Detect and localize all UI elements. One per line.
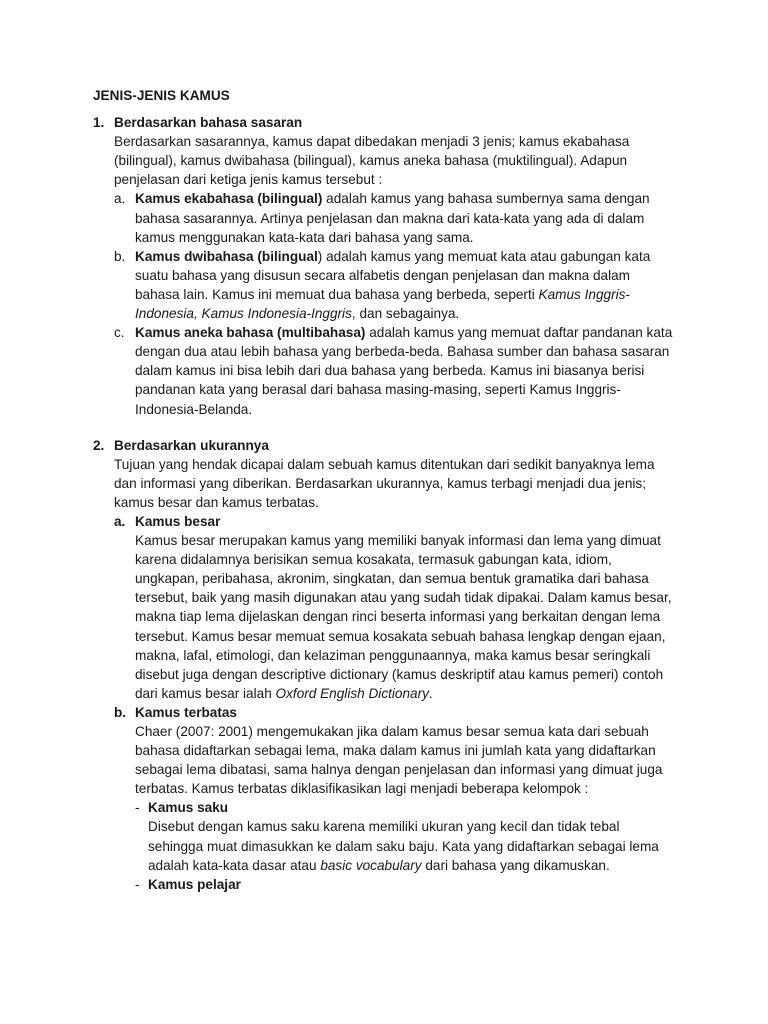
item-letter: a. (114, 191, 126, 207)
item-text: ) adalah kamus yang memuat kata atau gabungan kata suatu bahasa yang disusun secara alfabetis dengan penjelasan dan makna dalam bahasa lain. Kamus ini memuat dua bahasa yang berbeda, seperti (135, 248, 651, 302)
section-intro: Tujuan yang hendak dicapai dalam sebuah kamus ditentukan dari sedikit banyaknya lema dan informasi yang diberikan. Berdasarkan ukurannya, kamus terbagi menjadi dua jenis; kamus besar dan kamus terbatas. (114, 456, 655, 510)
item-text: Kamus besar merupakan kamus yang memiliki banyak informasi dan lema yang dimuat karena didalamnya berisikan semua kosakata, termasuk gabungan kata, idiom, ungkapan, peribahasa, akronim, singkatan, dan semua bentuk gramatika dari bahasa tersebut, baik yang masih digunakan atau yang sudah tidak dipakai. Dalam kamus besar, makna tiap lema dijelaskan dengan rinci beserta informasi yang berkaitan dengan lema tersebut. Kamus besar memuat semua kosakata sebuah bahasa lengkap dengan ejaan, makna, lafal, etimologi, dan kelaziman penggunaannya, maka kamus besar seringkali disebut juga dengan descriptive dictionary (kamus deskriptif atau kamus pemeri) contoh dari kamus besar ialah (135, 533, 672, 701)
sub-item-tail-text: dari bahasa yang dikamuskan. (421, 857, 610, 873)
item-term: Kamus besar (135, 513, 221, 529)
item-letter: b. (114, 704, 127, 720)
list-item-aneka-bahasa (114, 323, 678, 418)
sub-item-body (148, 875, 678, 894)
section-intro: Berdasarkan sasarannya, kamus dapat dibedakan menjadi 3 jenis; kamus ekabahasa (bilingual), kamus dwibahasa (bilingual), kamus aneka bahasa (muktilingual). Adapun penjelasan dari ketiga jenis kamus tersebut : (114, 134, 630, 188)
item-term: Kamus terbatas (135, 704, 237, 720)
item-term: Kamus aneka bahasa (multibahasa) (135, 325, 366, 341)
sub-item-dash: - (135, 800, 140, 816)
item-body (135, 512, 678, 703)
sub-item-text: Disebut dengan kamus saku karena memiliki ukuran yang kecil dan tidak tebal sehingga muat dimasukkan ke dalam saku baju. Kata yang didaftarkan sebagai lema adalah kata-kata dasar atau (148, 819, 659, 873)
sub-item-kamus-saku (135, 798, 678, 874)
item-term: Kamus dwibahasa (bilingual (135, 248, 318, 264)
item-paragraph: Chaer (2007: 2001) mengemukakan jika dalam kamus besar semua kata dari sebuah bahasa didaftarkan sebagai lema, maka dalam kamus ini jumlah kata yang didaftarkan sebagai lema dibatasi, sama halnya dengan penjelasan dan informasi yang dimuat juga terbatas. Kamus terbatas diklasifikasikan lagi menjadi beberapa kelompok : (135, 724, 663, 797)
item-body (135, 247, 678, 323)
list-item-dwibahasa (114, 247, 678, 323)
item-italic-text: Oxford English Dictionary (275, 685, 429, 701)
sub-item-term: Kamus pelajar (148, 876, 241, 892)
document-title: JENIS-JENIS KAMUS (93, 88, 230, 103)
item-letter: c. (114, 325, 125, 341)
section-body (93, 132, 678, 418)
item-body (135, 189, 678, 246)
item-term: Kamus ekabahasa (bilingual) (135, 191, 323, 207)
sub-item-body (148, 798, 678, 874)
item-text: adalah kamus yang bahasa sumbernya sama dengan bahasa sasarannya. Artinya penjelasan dan makna dari kata-kata yang ada di dalam kamus menggunakan kata-kata dari bahasa yang sama. (135, 191, 650, 245)
sub-item-term: Kamus saku (148, 800, 229, 816)
section-number: 1. (93, 115, 105, 131)
list-item-kamus-besar (114, 512, 678, 703)
section-bahasa-sasaran (93, 113, 678, 419)
section-heading (93, 436, 678, 455)
sub-item-italic-text: basic vocabulary (320, 857, 422, 873)
sub-item-kamus-pelajar (135, 875, 678, 894)
item-italic-text: Kamus Inggris-Indonesia, Kamus Indonesia-Inggris (135, 286, 630, 322)
sub-item-dash: - (135, 876, 140, 892)
section-body (93, 455, 678, 894)
item-tail-text: , dan sebagainya. (351, 306, 460, 322)
item-tail-text: . (428, 685, 433, 701)
item-body (135, 323, 678, 418)
list-item-ekabahasa (114, 189, 678, 246)
item-text: adalah kamus yang memuat daftar pandanan kata dengan dua atau lebih bahasa yang berbeda-beda. Bahasa sumber dan bahasa sasaran dalam kamus ini bisa lebih dari dua bahasa yang berbeda. Kamus ini biasanya berisi pandanan kata yang berasal dari bahasa masing-masing, seperti Kamus Inggris-Indonesia-Belanda. (135, 325, 673, 417)
list-item-kamus-terbatas (114, 703, 678, 894)
item-letter: b. (114, 248, 126, 264)
section-title: Berdasarkan ukurannya (114, 437, 269, 453)
section-title: Berdasarkan bahasa sasaran (114, 115, 303, 131)
item-body (135, 703, 678, 894)
item-letter: a. (114, 513, 126, 529)
section-number: 2. (93, 437, 105, 453)
section-heading (93, 113, 678, 132)
sub-item-paragraph (148, 817, 678, 874)
section-ukuran (93, 436, 678, 894)
item-paragraph (135, 531, 678, 703)
